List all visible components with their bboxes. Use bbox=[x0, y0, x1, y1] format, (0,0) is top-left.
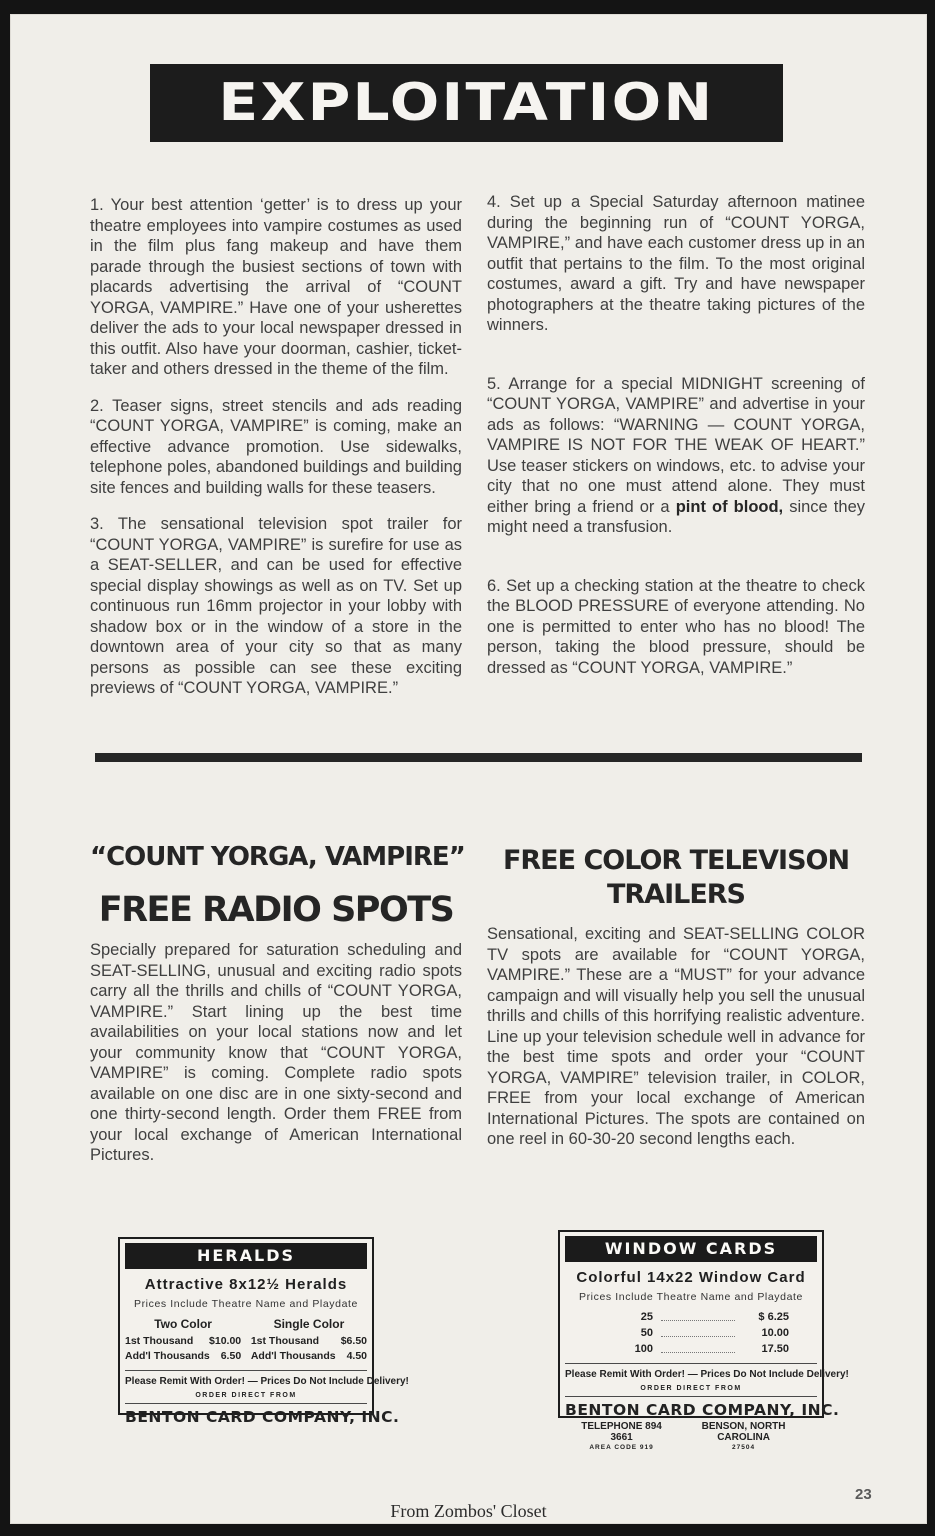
price-value: $ 6.25 bbox=[758, 1311, 789, 1323]
company-code: 27504 bbox=[732, 1444, 756, 1451]
price-value: $10.00 bbox=[209, 1335, 242, 1347]
tip-item-2: 2. Teaser signs, street stencils and ads reading “COUNT YORGA, VAMPIRE” is coming, make an effective advance promotion. Use sidewalks, telephone poles, abandoned buildings and building site fences and building walls for these teasers. bbox=[90, 396, 462, 497]
price-label: Add'l Thousands bbox=[250, 1350, 336, 1362]
tip-item-1: 1. Your best attention ‘getter’ is to dress up your theatre employees into vampire costumes as used in the film plus fang makeup and have them parade through the busiest sections of town with placards advertising the arrival of “COUNT YORGA, VAMPIRE.” Have one of your usherettes deliver the ads to your local newspaper dressed in this outfit. Also have your doorman, cashier, ticket-taker and others dressed in the theme of the film. bbox=[90, 196, 462, 378]
tips-column-left bbox=[90, 195, 462, 715]
heralds-box-title: HERALDS bbox=[125, 1243, 367, 1269]
price-row bbox=[125, 1349, 241, 1364]
heralds-order-box bbox=[118, 1237, 409, 1426]
price-row bbox=[565, 1325, 817, 1341]
radio-section-body: Specially prepared for saturation scheduling and SEAT-SELLING, unusual and exciting radio spots carry all the thrills and chills of “COUNT YORGA, VAMPIRE.” Start lining up the best time availabilities on your local stations now and let your community know that “COUNT YORGA, VAMPIRE” is coming. Complete radio spots available on one disc are in one sixty-second and one thirty-second length. Order them FREE from your local exchange of American International Pictures. bbox=[90, 941, 462, 1164]
pressbook-page bbox=[10, 14, 927, 1524]
single-color-header: Single Color bbox=[273, 1317, 345, 1331]
company-phone: TELEPHONE 894 3661 bbox=[581, 1421, 662, 1443]
tv-heading-line2: TRAILERS bbox=[606, 879, 746, 910]
heralds-subtitle: Attractive 8x12½ Heralds bbox=[144, 1276, 348, 1293]
quantity: 25 bbox=[640, 1311, 653, 1323]
window-cards-box-title: WINDOW CARDS bbox=[565, 1236, 817, 1262]
price-value: 17.50 bbox=[761, 1343, 789, 1355]
window-cards-contact-row bbox=[565, 1421, 817, 1451]
company-city: BENSON, NORTH CAROLINA bbox=[701, 1421, 786, 1443]
company-location-block bbox=[674, 1421, 813, 1451]
free-radio-spots-heading: FREE RADIO SPOTS bbox=[98, 890, 454, 930]
tv-section-heading bbox=[487, 844, 865, 912]
dotted-leader bbox=[661, 1352, 735, 1353]
banner-title: EXPLOITATION bbox=[218, 73, 715, 133]
tip-item-5-bold: pint of blood, bbox=[675, 497, 784, 516]
radio-section-film-title: “COUNT YORGA, VAMPIRE” bbox=[90, 842, 465, 872]
heralds-note: Prices Include Theatre Name and Playdate bbox=[133, 1298, 358, 1310]
dotted-leader bbox=[661, 1336, 735, 1337]
heralds-two-color-column bbox=[125, 1317, 241, 1364]
heralds-price-table bbox=[125, 1317, 367, 1364]
tv-heading-line1: FREE COLOR TELEVISON bbox=[502, 845, 850, 876]
window-cards-subtitle: Colorful 14x22 Window Card bbox=[576, 1269, 806, 1286]
price-row bbox=[251, 1334, 367, 1349]
tips-column-right bbox=[487, 192, 865, 716]
price-row bbox=[565, 1341, 817, 1357]
price-value: 4.50 bbox=[346, 1350, 367, 1362]
scan-credit-watermark: From Zombos' Closet bbox=[390, 1501, 547, 1521]
tip-item-5 bbox=[487, 374, 865, 538]
tip-item-4: 4. Set up a Special Saturday afternoon matinee during the beginning run of “COUNT YORGA, VAMPIRE,” and have each customer dress up in an outfit that pertains to the film. To the most original costumes, award a gift. Try and have newspaper photographers at the theatre taking pictures of the winners. bbox=[487, 193, 865, 334]
company-phone-block bbox=[569, 1421, 674, 1451]
tip-item-5-text: 5. Arrange for a special MIDNIGHT screening of “COUNT YORGA, VAMPIRE” and advertise in your ads as follows: “WARNING — COUNT YORGA, VAMPIRE IS NOT FOR THE WEAK OF HEART.” Use teaser stickers on windows, etc. to advise your city that no one must attend alone. They must either bring a friend or a bbox=[487, 374, 865, 516]
price-label: Add'l Thousands bbox=[125, 1350, 210, 1362]
section-divider-rule bbox=[95, 753, 862, 762]
tip-item-6: 6. Set up a checking station at the theatre to check the BLOOD PRESSURE of everyone attending. No one is permitted to enter who has no blood! The person, taking the blood pressure, should be dressed as “COUNT YORGA, VAMPIRE.” bbox=[487, 576, 865, 677]
price-value: 10.00 bbox=[761, 1327, 789, 1339]
two-color-header: Two Color bbox=[154, 1317, 212, 1331]
heralds-order-direct-label: ORDER DIRECT FROM bbox=[195, 1392, 297, 1399]
price-row bbox=[125, 1334, 241, 1349]
price-label: 1st Thousand bbox=[250, 1335, 320, 1347]
window-cards-order-direct-label: ORDER DIRECT FROM bbox=[640, 1385, 742, 1392]
heralds-company-name: BENTON CARD COMPANY, INC. bbox=[125, 1403, 367, 1426]
window-cards-price-table bbox=[565, 1309, 817, 1357]
price-value: $6.50 bbox=[340, 1335, 367, 1347]
free-radio-spots-section bbox=[90, 842, 465, 1166]
company-area-code: AREA CODE 919 bbox=[589, 1444, 654, 1451]
window-cards-order-box bbox=[558, 1230, 849, 1451]
heralds-single-color-column bbox=[251, 1317, 367, 1364]
window-cards-remit-note: Please Remit With Order! — Prices Do Not Include Delivery! bbox=[565, 1363, 817, 1380]
window-cards-company-name: BENTON CARD COMPANY, INC. bbox=[565, 1396, 817, 1419]
heralds-remit-note: Please Remit With Order! — Prices Do Not Include Delivery! bbox=[125, 1370, 367, 1387]
tip-item-5-text-end: since they might need a transfusion. bbox=[487, 497, 865, 536]
price-row bbox=[251, 1349, 367, 1364]
page-number: 23 bbox=[855, 1486, 872, 1503]
quantity: 50 bbox=[640, 1327, 653, 1339]
tip-item-3: 3. The sensational television spot trailer for “COUNT YORGA, VAMPIRE” is surefire for use as a SEAT-SELLER, and can be used for effective special display showings as well as on TV. Set up continuous run 16mm projector in your lobby with shadow box or in the window of a store in the downtown area of your city so that as many persons as possible can see these exciting previews of “COUNT YORGA, VAMPIRE.” bbox=[90, 515, 462, 697]
price-value: 6.50 bbox=[220, 1350, 242, 1362]
price-row bbox=[565, 1309, 817, 1325]
quantity: 100 bbox=[634, 1343, 653, 1355]
price-label: 1st Thousand bbox=[125, 1335, 194, 1347]
window-cards-note: Prices Include Theatre Name and Playdate bbox=[578, 1291, 803, 1303]
exploitation-banner bbox=[150, 64, 783, 142]
dotted-leader bbox=[661, 1320, 735, 1321]
free-tv-trailers-section bbox=[487, 844, 865, 1150]
tv-section-body: Sensational, exciting and SEAT-SELLING COLOR TV spots are available for “COUNT YORGA, VAMPIRE.” These are a “MUST” for your advance campaign and will visually help you sell the unusual thrills and chills of this horrifying realistic adventure. Line up your television schedule well in advance for the best time spots and order your “COUNT YORGA, VAMPIRE” television trailer, in COLOR, FREE from your local exchange of American International Pictures. The spots are contained on one reel in 60-30-20 second lengths each. bbox=[487, 925, 865, 1148]
